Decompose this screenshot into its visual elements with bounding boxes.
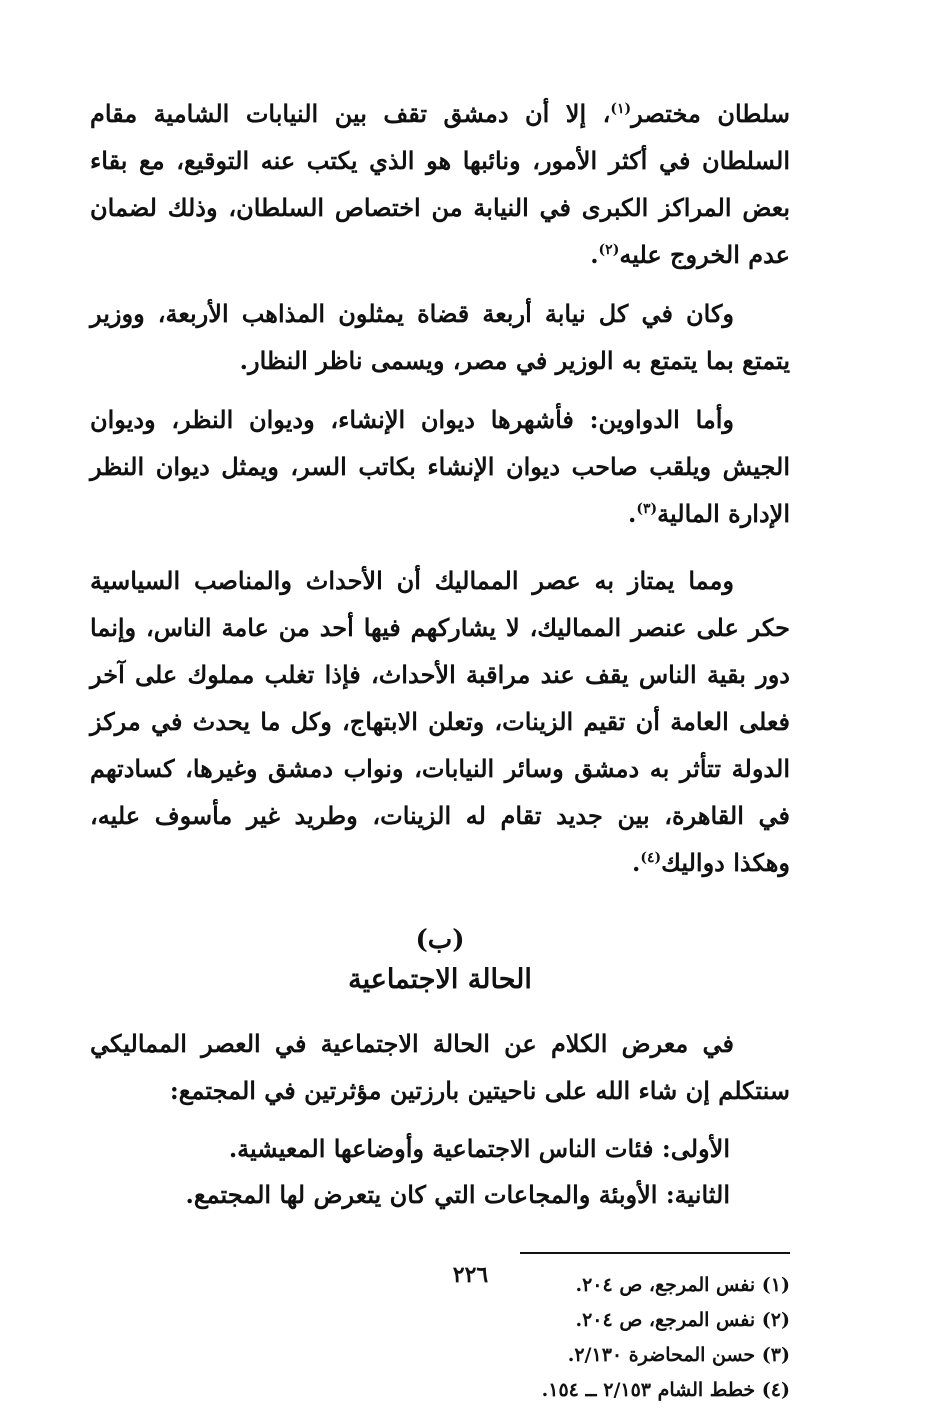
intro-paragraph: في معرض الكلام عن الحالة الاجتماعية في العصر المماليكي سنتكلم إن شاء الله على ناحيتين بارزتين مؤثرتين في المجتمع: <box>90 1029 790 1105</box>
footnote-2: (٢) نفس المرجع، ص ٢٠٤. <box>575 1309 790 1331</box>
topics-list <box>90 1126 790 1218</box>
page-number: ٢٢٦ <box>452 1262 489 1288</box>
list-item-first: الأولى: فئات الناس الاجتماعية وأوضاعها المعيشية. <box>228 1134 730 1163</box>
paragraph-3-text-b: . <box>628 499 637 528</box>
paragraph-4-text-b: . <box>632 848 641 877</box>
footnote-4: (٤) خطط الشام ٢/١٥٣ ــ ١٥٤. <box>541 1379 790 1401</box>
section-letter: (ب) <box>415 925 465 955</box>
footnote-1: (١) نفس المرجع، ص ٢٠٤. <box>575 1274 790 1296</box>
list-item-second: الثانية: الأوبئة والمجاعات التي كان يتعرض لها المجتمع. <box>185 1180 730 1209</box>
paragraph-1-text-b: ، إلا أن دمشق تقف بين النيابات الشامية مقام السلطان في أكثر الأمور، ونائبها هو الذي يكتب عنه التوقيع، مع بقاء بعض المراكز الكبرى في النيابة من اختصاص السلطان، وذلك لضمان عدم الخروج عليه <box>90 99 790 269</box>
footnotes <box>90 1268 790 1408</box>
page-body <box>90 90 790 1408</box>
footnote-ref-4[interactable]: (٤) <box>640 850 662 866</box>
paragraph-4 <box>90 557 790 886</box>
paragraph-1-text-c: . <box>590 240 599 269</box>
paragraph-2: وكان في كل نيابة أربعة قضاة يمثلون المذاهب الأربعة، ووزير يتمتع بما يتمتع به الوزير في مصر، ويسمى ناظر النظار. <box>90 299 790 375</box>
paragraph-1 <box>90 90 790 278</box>
paragraph-1-text-a: سلطان مختصر <box>631 99 790 128</box>
footnote-ref-1[interactable]: (١) <box>610 101 632 117</box>
footnote-ref-2[interactable]: (٢) <box>598 242 620 258</box>
paragraph-3 <box>90 396 790 537</box>
footnote-divider <box>520 1252 790 1254</box>
section-title: الحالة الاجتماعية <box>348 964 532 995</box>
footnote-3: (٣) حسن المحاضرة ٢/١٣٠. <box>567 1344 790 1366</box>
footnote-ref-3[interactable]: (٣) <box>636 501 658 517</box>
paragraph-4-text-a: ومما يمتاز به عصر المماليك أن الأحداث والمناصب السياسية حكر على عنصر المماليك، لا يشاركهم فيها أحد من عامة الناس، وإنما دور بقية الناس يقف عند مراقبة الأحداث، فإذا تغلب مملوك على آخر فعلى العامة أن تقيم الزينات، وتعلن الابتهاج، وكل ما يحدث في مركز الدولة تتأثر به دمشق وسائر النيابات، ونواب دمشق وغيرها، كسادتهم في القاهرة، بين جديد تقام له الزينات، وطريد غير مأسوف عليه، وهكذا دواليك <box>90 566 790 877</box>
paragraph-3-text-a: وأما الدواوين: فأشهرها ديوان الإنشاء، وديوان النظر، وديوان الجيش ويلقب صاحب ديوان الإنشاء بكاتب السر، ويمثل ديوان النظر الإدارة المالية <box>90 405 790 528</box>
